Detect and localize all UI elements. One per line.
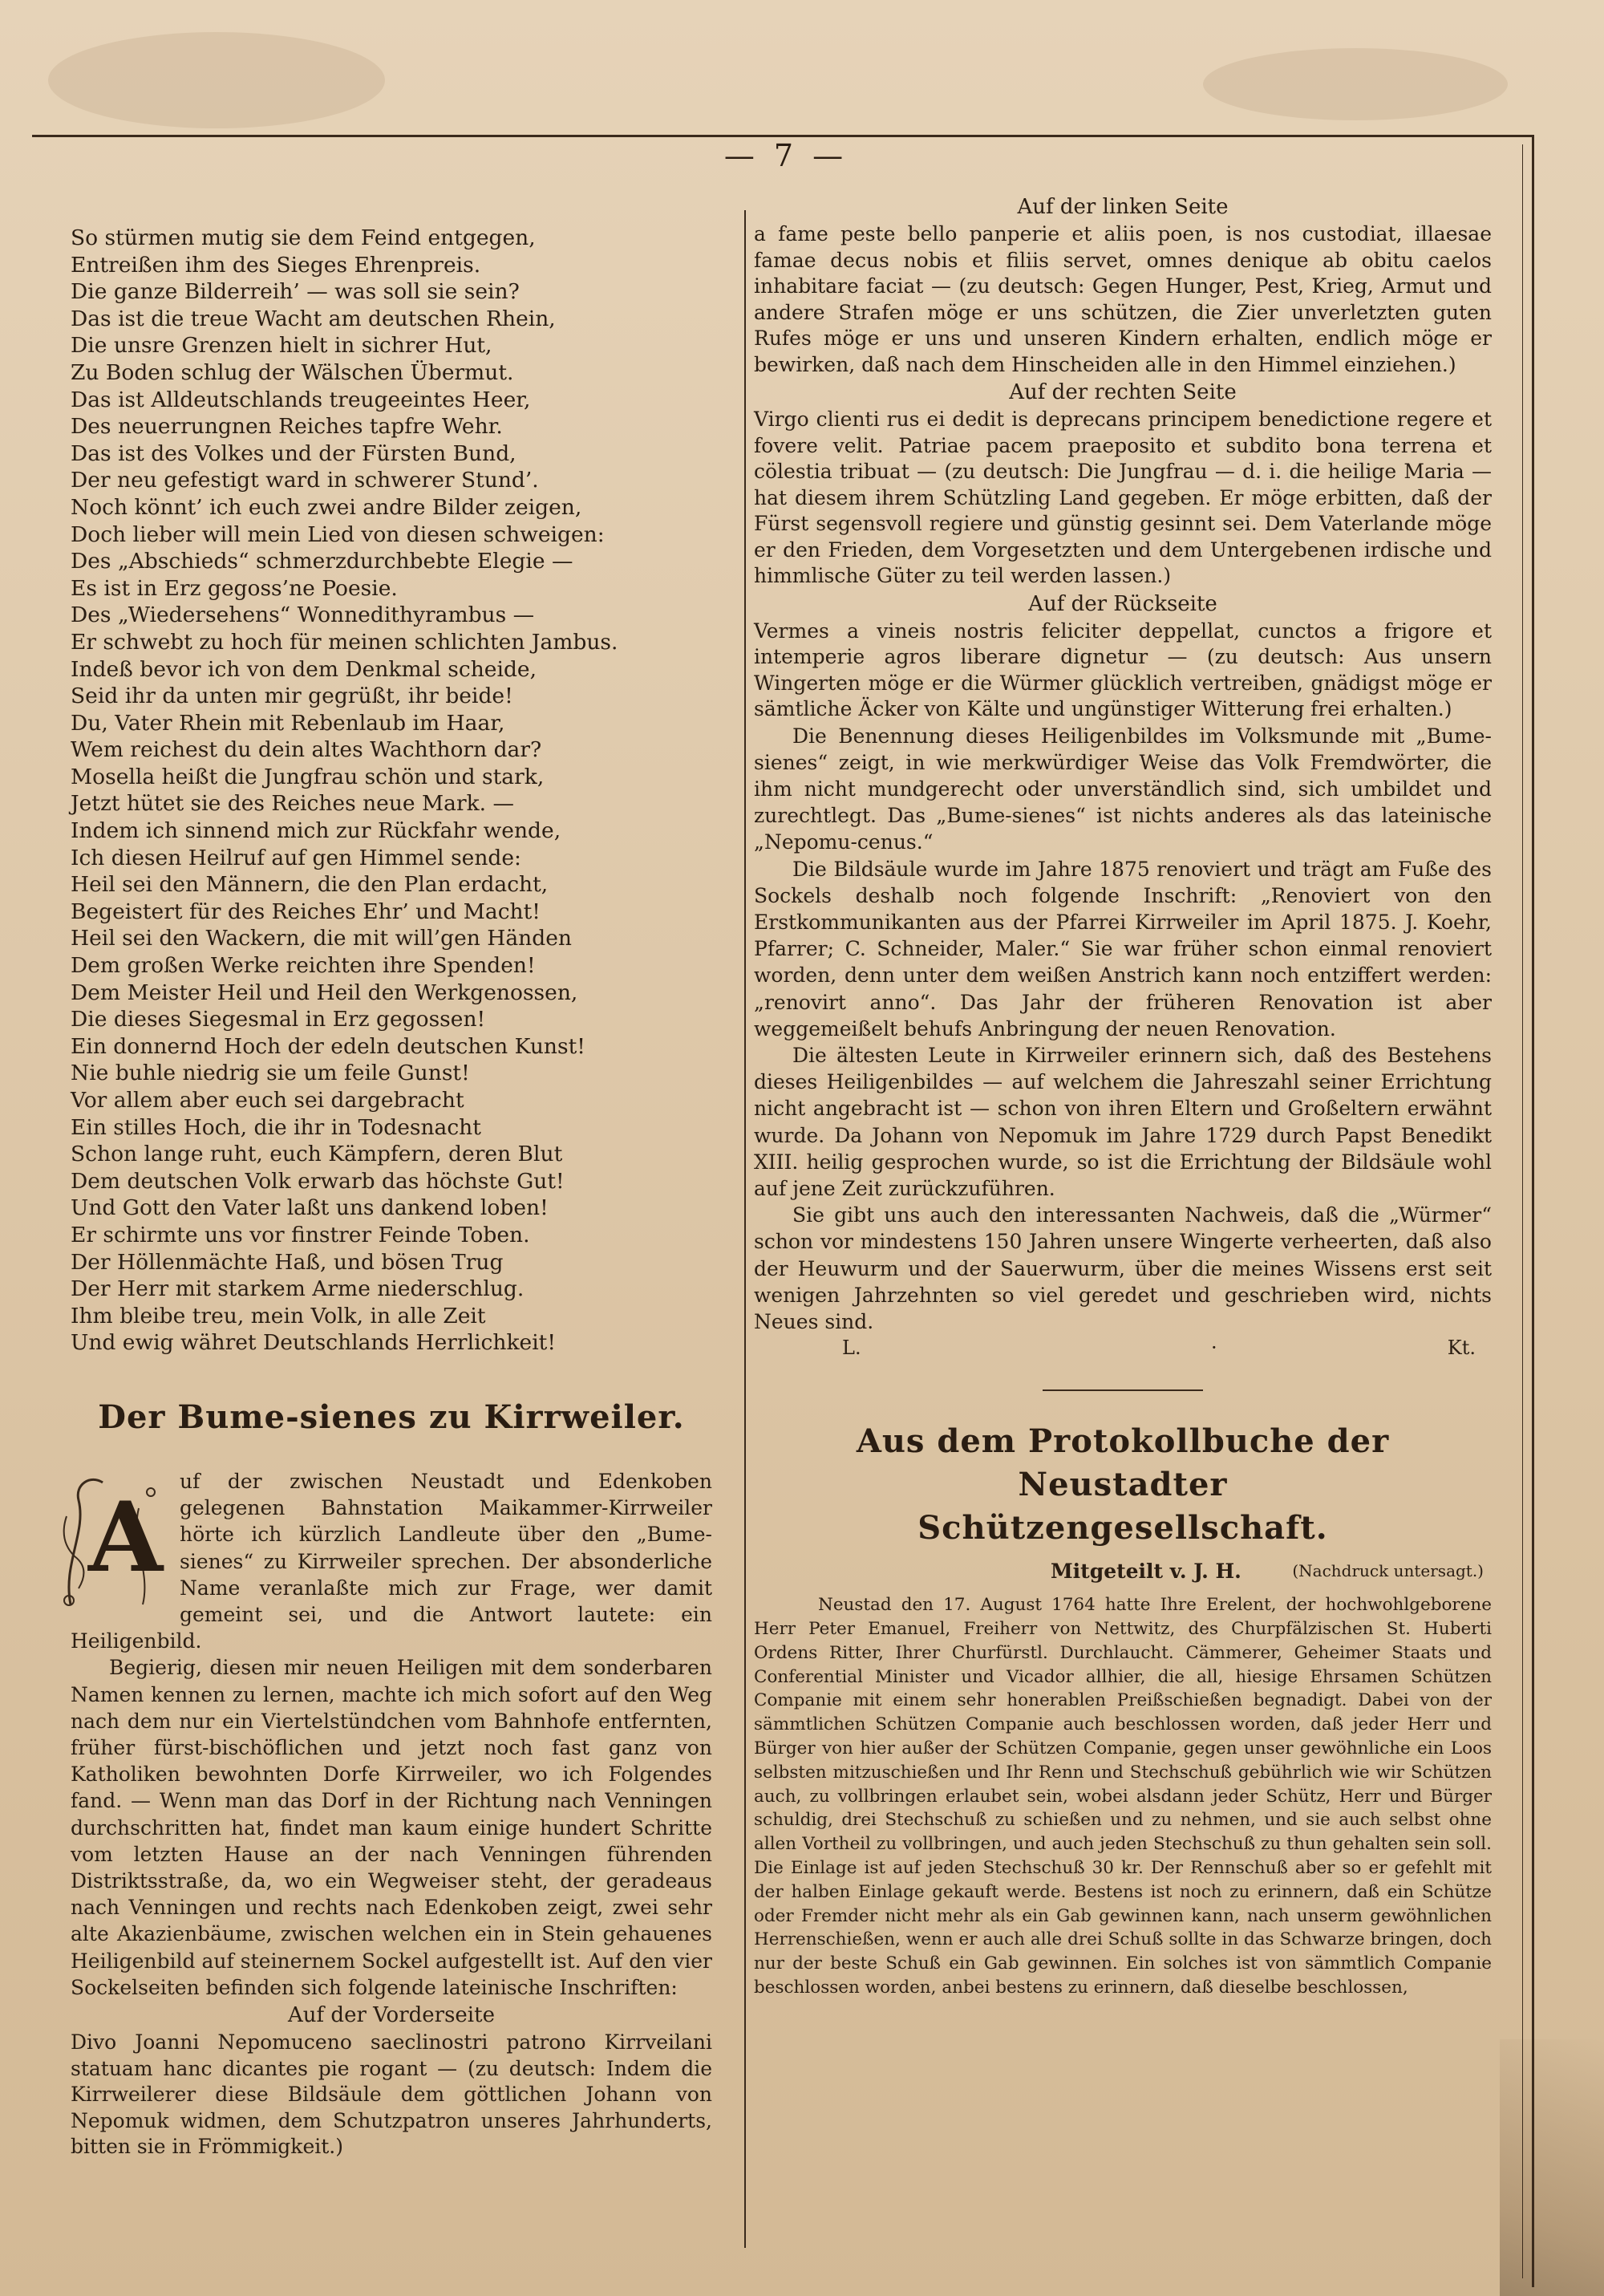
paper-stain <box>1203 48 1508 120</box>
article-paragraph: Die Benennung dieses Heiligenbildes im Volksmunde mit „Bume-sienes“ zeigt, in wie merkwürdiger Weise das Volk Fremdwörter, die ihm nicht mundgerecht oder unverständlich sind, sich umbildet und zurechtlegt. Das „Bume-sienes“ ist nichts anderes als das lateinische „Nepomu-cenus.“ <box>754 724 1492 854</box>
poem-line: Das ist Alldeutschlands treugeeintes Heer, <box>71 387 531 412</box>
poem-line: Begeistert für des Reiches Ehr’ und Macht! <box>71 899 541 924</box>
poem <box>71 225 712 1357</box>
poem-line: Und ewig währet Deutschlands Herrlichkeit! <box>71 1330 556 1356</box>
article-title: Der Bume-sienes zu Kirrweiler. <box>98 1397 685 1436</box>
inscription-heading: Auf der Vorderseite <box>288 2003 495 2027</box>
inscription-text: a fame peste bello panperie et aliis poen, is nos custodiat, illaesae famae decus nobis et filiis servet, omnes denique ab obitu caelos inhabitare faciat — (zu deutsch: Gegen Hunger, Pest, Krieg, Armut und andere Strafen möge er uns schützen, die Zier unverletzten guten Rufes möge er uns und unseren Kindern erhalten, endlich möge er bewirken, daß nach dem Hinscheiden alle in den Himmel einziehen.) <box>754 222 1492 376</box>
article-title-continued: Schützengesellschaft. <box>917 1509 1328 1548</box>
article-paragraph: Sie gibt uns auch den interessanten Nachweis, daß die „Würmer“ schon vor mindestens 150 Jahren unsere Wingerte verheerten, daß also der Heuwurm und der Sauerwurm, über die meines Wissens erst seit wenigen Jahrzehnten so viel geredet und geschrieben wird, nichts Neues sind. <box>754 1203 1492 1333</box>
poem-line: Nie buhle niedrig sie um feile Gunst! <box>71 1061 470 1086</box>
inscription-heading: Auf der rechten Seite <box>1009 380 1237 404</box>
poem-line: Er schirmte uns vor finstrer Feinde Toben. <box>71 1222 530 1247</box>
reprint-note: (Nachdruck untersagt.) <box>1292 1561 1484 1581</box>
poem-line: Dem Meister Heil und Heil den Werkgenossen, <box>71 980 578 1005</box>
byline-row <box>754 1560 1492 1587</box>
poem-line: Jetzt hütet sie des Reiches neue Mark. — <box>71 791 515 817</box>
section-divider <box>1043 1389 1203 1391</box>
article-paragraph: Die ältesten Leute in Kirrweiler erinnern sich, daß des Bestehens dieses Heiligenbildes — auf welchem die Jahreszahl seiner Errichtung nicht angebracht ist — schon von ihren Eltern und Großeltern erwähnt wurde. Da Johann von Nepomuk im Jahre 1729 durch Papst Benedikt XIII. heilig gesprochen wurde, so ist die Errichtung der Bildsäule wohl auf jene Zeit zurückzuführen. <box>754 1043 1492 1200</box>
inscription-text: Vermes a vineis nostris feliciter deppellat, cunctos a frigore et intemperie agros liberare dignetur — (zu deutsch: Aus unsern Wingerten möge er die Würmer glücklich vertreiben, gnädigst möge er sämtliche Äcker von Kälte und ungünstiger Witterung frei erhalten.) <box>754 619 1492 720</box>
poem-line: Heil sei den Männern, die den Plan erdacht, <box>71 872 549 898</box>
article-paragraph: uf der zwischen Neustadt und Edenkoben gelegenen Bahnstation Maikammer-Kirrweiler hörte ich kürzlich Landleute über den „Bume-sienes“ zu Kirrweiler sprechen. Der absonderliche Name veranlaßte mich zur Frage, wer damit gemeint sei, und die Antwort lautete: ein Heiligenbild. <box>71 1469 712 1653</box>
poem-line: Noch könnt’ ich euch zwei andre Bilder zeigen, <box>71 494 582 520</box>
poem-line: Des neuerrungnen Reiches tapfre Wehr. <box>71 414 503 440</box>
poem-line: Ich diesen Heilruf auf gen Himmel sende: <box>71 845 521 870</box>
poem-line: Ein donnernd Hoch der edeln deutschen Kunst! <box>71 1033 585 1059</box>
poem-line: Heil sei den Wackern, die mit will’gen Händen <box>71 926 572 951</box>
poem-line: Seid ihr da unten mir gegrüßt, ihr beide! <box>71 684 513 709</box>
inscription-text: Divo Joanni Nepomuceno saeclinostri patrono Kirrveilani statuam hanc dicantes pie rogant — (zu deutsch: Indem die Kirrweilerer diese Bildsäule dem göttlichen Johann von Nepomuk widmen, dem Schutzpatron unseres Jahrhunderts, bitten sie in Frömmigkeit.) <box>71 2030 712 2158</box>
right-column <box>754 193 1492 2000</box>
poem-line: Entreißen ihm des Sieges Ehrenpreis. <box>71 252 481 278</box>
poem-line: Mosella heißt die Jungfrau schön und stark, <box>71 764 545 789</box>
poem-line: Der Herr mit starkem Arme niederschlug. <box>71 1276 525 1302</box>
column-divider <box>744 210 746 2248</box>
poem-line: Indem ich sinnend mich zur Rückfahr wende, <box>71 818 561 844</box>
signature-dot: · <box>1211 1337 1217 1360</box>
article-signature <box>754 1335 1492 1362</box>
left-column <box>71 225 712 2160</box>
signature-author: Kt. <box>1447 1337 1476 1360</box>
poem-line: Dem großen Werke reichten ihre Spenden! <box>71 953 536 979</box>
poem-line: Ein stilles Hoch, die ihr in Todesnacht <box>71 1114 481 1140</box>
poem-line: Doch lieber will mein Lied von diesen schweigen: <box>71 521 605 547</box>
poem-line: Der neu gefestigt ward in schwerer Stund’. <box>71 468 539 493</box>
poem-line: Es ist in Erz gegoss’ne Poesie. <box>71 575 398 601</box>
ornament-icon <box>55 1468 175 1611</box>
poem-line: Das ist die treue Wacht am deutschen Rhein, <box>71 306 556 331</box>
poem-line: Das ist des Volkes und der Fürsten Bund, <box>71 440 516 466</box>
article-paragraph: Begierig, diesen mir neuen Heiligen mit dem sonderbaren Namen kennen zu lernen, machte ich mich sofort auf den Weg nach dem nur ein Viertelstündchen vom Bahnhofe entfernten, früher fürst-bischöflichen und jetzt noch fast ganz von Katholiken bewohnten Dorfe Kirrweiler, wo ich Folgendes fand. — Wenn man das Dorf in der Richtung nach Venningen durchschritten hat, findet man kaum einige hundert Schritte vom letzten Hause an der nach Venningen führenden Distriktsstraße, da, wo ein Wegweiser steht, der geradeaus nach Venningen und rechts nach Edenkoben zeigt, zwei sehr alte Akazienbäume, zwischen welchen ein in Stein gehauenes Heiligenbild auf steinernem Sockel aufgestellt ist. Auf den vier Sockelseiten befinden sich folgende lateinische Inschriften: <box>71 1656 712 1999</box>
article-paragraph: Die Bildsäule wurde im Jahre 1875 renoviert und trägt am Fuße des Sockels deshalb noch folgende Inschrift: „Renoviert von den Erstkommunikanten aus der Pfarrei Kirrweiler im April 1875. J. Koehr, Pfarrer; C. Schneider, Maler.“ Sie war früher schon einmal renoviert worden, denn unter dem weißen Anstrich kann noch entziffert werden: „renovirt anno“. Das Jahr der früheren Renovation ist aber weggemeißelt behufs Anbringung der neuen Renovation. <box>754 857 1492 1041</box>
poem-line: Des „Abschieds“ schmerzdurchbebte Elegie — <box>71 549 573 574</box>
article-body <box>71 1468 712 2160</box>
poem-line: Er schwebt zu hoch für meinen schlichten Jambus. <box>71 629 618 655</box>
paper-stain <box>48 32 385 128</box>
dropcap-letter: A <box>88 1480 164 1594</box>
article-title: Aus dem Protokollbuche der Neustadter <box>856 1422 1390 1504</box>
inscription-text: Virgo clienti rus ei dedit is deprecans principem benedictione regere et fovere velit. Patriae pacem praeposito et subdito bona terrena et cölestia tribuat — (zu deutsch: Die Jungfrau — d. i. die heilige Maria — hat diesem ihrem Schützling Land gegeben. Er möge erbitten, daß der Fürst segensvoll regiere und günstig gesinnt sei. Dem Vaterlande möge er den Frieden, dem Vorgesetzten und dem Untergebenen irdische und himmlische Güter zu teil werden lassen.) <box>754 408 1492 587</box>
poem-line: Du, Vater Rhein mit Rebenlaub im Haar, <box>71 710 505 736</box>
poem-line: So stürmen mutig sie dem Feind entgegen, <box>71 225 536 250</box>
poem-line: Dem deutschen Volk erwarb das höchste Gut! <box>71 1168 565 1194</box>
poem-line: Schon lange ruht, euch Kämpfern, deren Blut <box>71 1142 563 1167</box>
poem-line: Der Höllenmächte Haß, und bösen Trug <box>71 1249 504 1275</box>
poem-line: Die unsre Grenzen hielt in sichrer Hut, <box>71 333 492 359</box>
poem-line: Des „Wiedersehens“ Wonnedithyrambus — <box>71 602 535 628</box>
protocol-text: Neustad den 17. August 1764 hatte Ihre Erelent, der hochwohlgeborene Herr Peter Emanuel, Freiherr von Nettwitz, des Churpfälzischen St. Huberti Ordens Ritter, Ihrer Churfürstl. Durchlaucht. Cämmerer, Geheimer Staats und Conferential Minister und Vicador allhier, die all, hiesige Ehrsamen Schützen Companie mit einem sehr honerablen Preißschießen begnadigt. Dabei von der sämmtlichen Schützen Companie auch beschlossen worden, daß jeder Herr und Bürger von hier außer der Schützen Companie, gegen unser gewöhnliche ein Loos selbsten mitzuschießen und Ihr Renn und Stechschuß gebührlich wie wir Schützen auch, zu vollbringen erlaubet sein, wobei alsdann jeder Schütz, Herr und Bürger schuldig, drei Stechschuß zu schießen und zu nehmen, und sie auch selbst ohne allen Vortheil zu vollbringen, und auch jeden Stechschuß zu thun gehalten sein soll. Die Einlage ist auf jeden Stechschuß 30 kr. Der Rennschuß aber so er gefehlt mit der halben Einlage gekauft werde. Bestens ist noch zu erinnern, daß ein Schütze oder Fremder nicht mehr als ein Gab gewinnen kann, nach unserm gewöhnlichen Herrenschießen, wenn er auch alle drei Schuß sollte in das Schwarze bringen, doch nur der beste Schuß ein Gab gewinnen. Ein solches ist von sämmtlich Companie beschlossen worden, anbei bestens zu erinnern, daß dieselbe beschlossen, <box>754 1595 1492 1998</box>
ornamental-initial <box>55 1468 175 1611</box>
byline: Mitgeteilt v. J. H. <box>1051 1560 1241 1584</box>
poem-line: Die dieses Siegesmal in Erz gegossen! <box>71 1007 486 1032</box>
poem-line: Die ganze Bilderreih’ — was soll sie sein? <box>71 279 520 305</box>
poem-line: Wem reichest du dein altes Wachthorn dar? <box>71 737 542 763</box>
poem-line: Vor allem aber euch sei dargebracht <box>71 1088 464 1113</box>
poem-line: Ihm bleibe treu, mein Volk, in alle Zeit <box>71 1303 486 1329</box>
page-number: — 7 — <box>723 138 849 173</box>
poem-line: Und Gott den Vater laßt uns dankend loben! <box>71 1195 549 1221</box>
poem-line: Indeß bevor ich von dem Denkmal scheide, <box>71 656 537 682</box>
signature-initial: L. <box>842 1337 861 1360</box>
inscription-heading: Auf der linken Seite <box>1017 195 1229 219</box>
inscription-heading: Auf der Rückseite <box>1028 591 1217 616</box>
poem-line: Zu Boden schlug der Wälschen Übermut. <box>71 359 514 385</box>
